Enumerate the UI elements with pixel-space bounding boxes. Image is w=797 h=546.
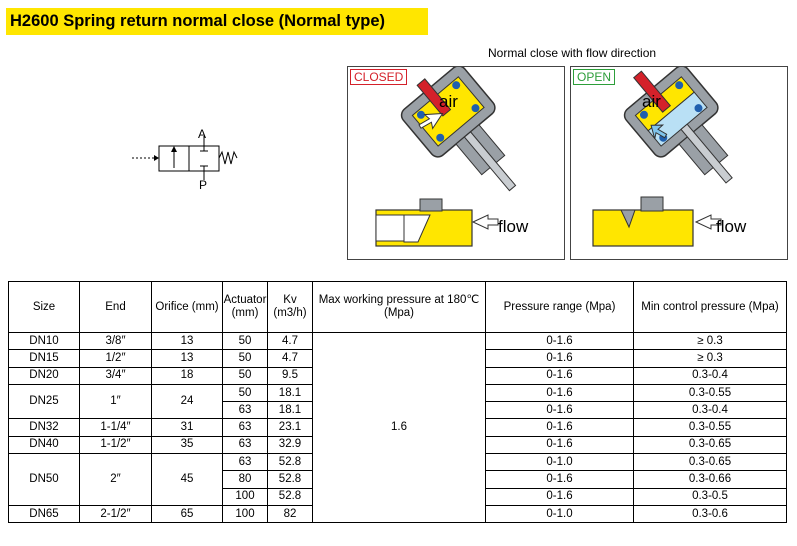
closed-label: CLOSED: [350, 69, 407, 85]
cell-actuator: 50: [223, 333, 268, 350]
cell-min-control: 0.3-0.55: [634, 419, 787, 436]
header-min-control: Min control pressure (Mpa): [634, 282, 787, 333]
header-kv: [268, 282, 313, 333]
cell-pressure-range: 0-1.0: [486, 454, 634, 471]
table-body: [9, 333, 787, 523]
cell-kv: 52.8: [268, 454, 313, 471]
header-max-pressure: Max working pressure at 180℃ (Mpa): [313, 282, 486, 333]
cell-orifice: 13: [152, 350, 223, 367]
cell-orifice: 35: [152, 436, 223, 453]
cell-pressure-range: 0-1.6: [486, 367, 634, 384]
cell-end: 1/2″: [80, 350, 152, 367]
page-title: H2600 Spring return normal close (Normal type): [10, 12, 386, 30]
cell-end: 3/8″: [80, 333, 152, 350]
header-actuator: Actuator (mm): [223, 282, 268, 333]
cell-kv: 4.7: [268, 350, 313, 367]
cell-orifice: 18: [152, 367, 223, 384]
valve-symbol-graphic: [132, 118, 242, 198]
table-header-row: [9, 282, 787, 333]
cell-min-control: 0.3-0.66: [634, 471, 787, 488]
header-end: End: [80, 282, 152, 333]
open-valve-illustration: [571, 67, 787, 259]
cell-pressure-range: 0-1.6: [486, 402, 634, 419]
cell-end: 3/4″: [80, 367, 152, 384]
title-bar: [6, 8, 428, 35]
cell-min-control: 0.3-0.4: [634, 367, 787, 384]
cell-kv: 23.1: [268, 419, 313, 436]
cell-kv: 9.5: [268, 367, 313, 384]
cell-pressure-range: 0-1.6: [486, 384, 634, 401]
cell-min-control: 0.3-0.55: [634, 384, 787, 401]
cell-orifice: 13: [152, 333, 223, 350]
cell-kv: 32.9: [268, 436, 313, 453]
cell-orifice: 24: [152, 384, 223, 419]
cell-kv: 4.7: [268, 333, 313, 350]
open-label: OPEN: [573, 69, 615, 85]
cell-size: DN40: [9, 436, 80, 453]
cell-size: DN15: [9, 350, 80, 367]
cell-max-pressure: 1.6: [313, 333, 486, 523]
cell-pressure-range: 0-1.6: [486, 350, 634, 367]
cell-actuator: 100: [223, 488, 268, 505]
cell-actuator: 50: [223, 367, 268, 384]
cell-min-control: ≥ 0.3: [634, 333, 787, 350]
spec-table: [8, 281, 787, 523]
cell-pressure-range: 0-1.6: [486, 419, 634, 436]
cell-actuator: 63: [223, 454, 268, 471]
open-air-label: air: [642, 92, 661, 111]
closed-air-label: air: [439, 92, 458, 111]
table-row: [9, 333, 787, 350]
header-kv-unit: (m3/h): [273, 307, 307, 319]
cell-actuator: 63: [223, 436, 268, 453]
cell-end: 2-1/2″: [80, 505, 152, 522]
cell-size: DN65: [9, 505, 80, 522]
cell-size: DN25: [9, 384, 80, 419]
port-p-label: P: [199, 178, 208, 192]
cell-orifice: 65: [152, 505, 223, 522]
cell-end: 1-1/2″: [80, 436, 152, 453]
cell-min-control: 0.3-0.4: [634, 402, 787, 419]
cell-min-control: ≥ 0.3: [634, 350, 787, 367]
header-orifice: Orifice (mm): [152, 282, 223, 333]
cell-pressure-range: 0-1.6: [486, 488, 634, 505]
cell-pressure-range: 0-1.6: [486, 436, 634, 453]
cell-size: DN50: [9, 454, 80, 506]
cell-size: DN20: [9, 367, 80, 384]
header-pressure-range: Pressure range (Mpa): [486, 282, 634, 333]
port-a-label: A: [198, 127, 207, 141]
cell-actuator: 63: [223, 419, 268, 436]
cell-actuator: 50: [223, 384, 268, 401]
header-kv-label: Kv: [283, 294, 297, 306]
cell-kv: 18.1: [268, 402, 313, 419]
cell-kv: 52.8: [268, 471, 313, 488]
cell-pressure-range: 0-1.6: [486, 333, 634, 350]
cell-orifice: 31: [152, 419, 223, 436]
cell-end: 1″: [80, 384, 152, 419]
cell-kv: 52.8: [268, 488, 313, 505]
cell-min-control: 0.3-0.65: [634, 454, 787, 471]
cell-pressure-range: 0-1.0: [486, 505, 634, 522]
cell-pressure-range: 0-1.6: [486, 471, 634, 488]
cell-min-control: 0.3-0.5: [634, 488, 787, 505]
cell-kv: 82: [268, 505, 313, 522]
open-diagram-panel: [570, 66, 788, 260]
cell-min-control: 0.3-0.6: [634, 505, 787, 522]
cell-actuator: 80: [223, 471, 268, 488]
cell-actuator: 50: [223, 350, 268, 367]
cell-orifice: 45: [152, 454, 223, 506]
open-flow-label: flow: [716, 217, 747, 236]
closed-flow-label: flow: [498, 217, 529, 236]
cell-kv: 18.1: [268, 384, 313, 401]
cell-size: DN10: [9, 333, 80, 350]
diagram-caption: Normal close with flow direction: [488, 46, 657, 60]
valve-symbol: [132, 118, 242, 203]
cell-end: 1-1/4″: [80, 419, 152, 436]
header-size: Size: [9, 282, 80, 333]
cell-actuator: 100: [223, 505, 268, 522]
cell-end: 2″: [80, 454, 152, 506]
cell-size: DN32: [9, 419, 80, 436]
cell-actuator: 63: [223, 402, 268, 419]
closed-diagram-panel: [347, 66, 565, 260]
cell-min-control: 0.3-0.65: [634, 436, 787, 453]
